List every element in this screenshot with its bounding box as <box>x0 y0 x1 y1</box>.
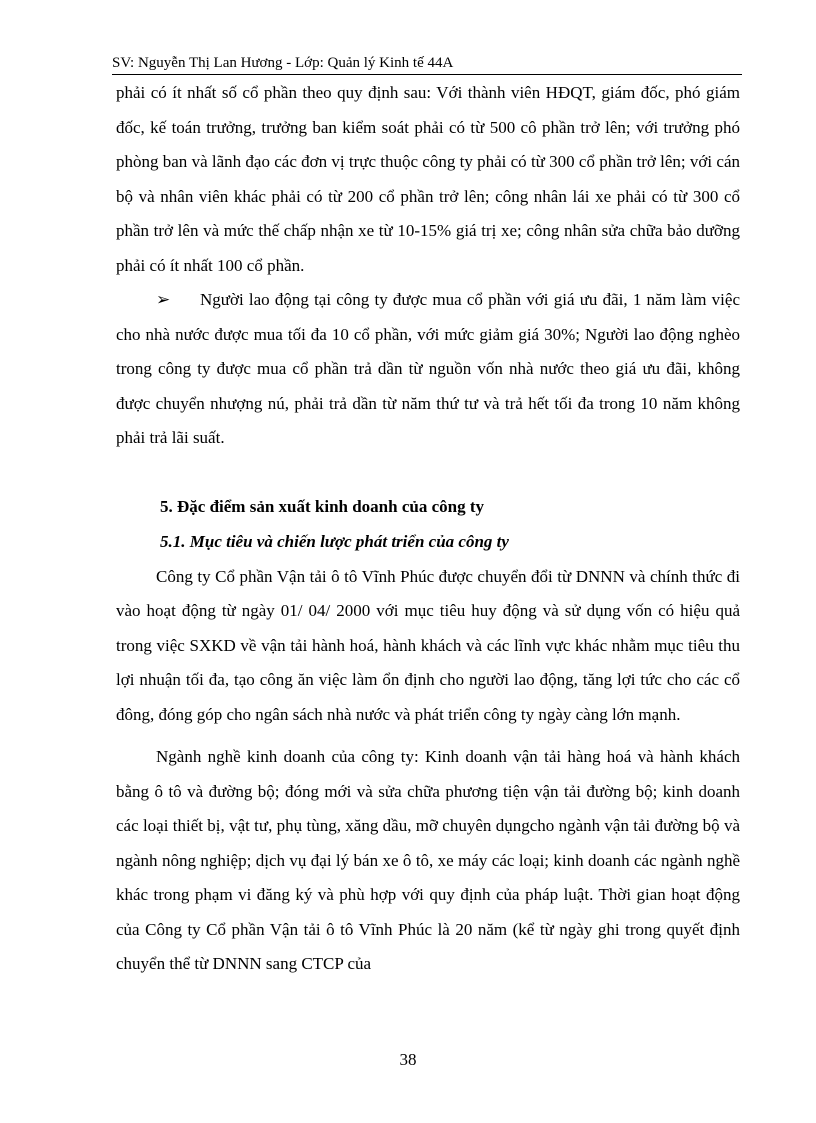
paragraph-spacer <box>116 732 740 740</box>
bullet-paragraph-employee-shares <box>116 283 740 456</box>
paragraph-business-lines: Ngành nghề kinh doanh của công ty: Kinh doanh vận tải hàng hoá và hành khách bằng ô tô và đường bộ; đóng mới và sửa chữa phương tiện vận tải đường bộ; kinh doanh các loại thiết bị, vật tư, phụ tùng, xăng dầu, mỡ chuyên dụngcho ngành vận tải đường bộ và ngành nông nghiệp; dịch vụ đại lý bán xe ô tô, xe máy các loại; kinh doanh các ngành nghề khác trong phạm vi đăng ký và phù hợp với quy định của pháp luật. Thời gian hoạt động của Công ty Cổ phần Vận tải ô tô Vĩnh Phúc là 20 năm (kể từ ngày ghi trong quyết định chuyển thể từ DNNN sang CTCP của <box>116 747 740 973</box>
bullet-paragraph-text: Người lao động tại công ty được mua cổ phần với giá ưu đãi, 1 năm làm việc cho nhà nước được mua tối đa 10 cổ phần, với mức giảm giá 30%; Người lao động nghèo trong công ty được mua cổ phần trả dần từ nguồn vốn nhà nước theo giá ưu đãi, không được chuyển nhượng nú, phải trả dần từ năm thứ tư và trả hết tối đa trong 10 năm không phải trả lãi suất. <box>116 290 740 447</box>
subsection-heading-5-1: 5.1. Mục tiêu và chiến lược phát triển của công ty <box>160 531 509 551</box>
section-spacer <box>116 456 740 490</box>
section-heading-5: 5. Đặc điểm sản xuất kinh doanh của công ty <box>160 496 485 516</box>
document-body <box>116 76 740 982</box>
header-text: SV: Nguyễn Thị Lan Hương - Lớp: Quản lý Kinh tế 44A <box>112 55 454 71</box>
page-header <box>112 54 742 75</box>
paragraph-company-goals: Công ty Cổ phần Vận tải ô tô Vĩnh Phúc được chuyển đổi từ DNNN và chính thức đi vào hoạt động từ ngày 01/ 04/ 2000 với mục tiêu huy động và sử dụng vốn có hiệu quả trong việc SXKD về vận tải hành hoá, hành khách và các lĩnh vực khác nhằm mục tiêu thu lợi nhuận tối đa, tạo công ăn việc làm ổn định cho người lao động, tăng lợi tức cho các cổ đông, đóng góp cho ngân sách nhà nước và phát triển công ty ngày càng lớn mạnh. <box>116 566 740 724</box>
page-number: 38 <box>399 1050 417 1069</box>
paragraph-shareholding-requirements: phải có ít nhất số cổ phần theo quy định sau: Với thành viên HĐQT, giám đốc, phó giám đốc, kế toán trưởng, trưởng ban kiểm soát phải có từ 500 cô phần trở lên; với trưởng phó phòng ban và lãnh đạo các đơn vị trực thuộc công ty phải có từ 300 cổ phần trở lên; với cán bộ và nhân viên khác phải có từ 200 cổ phần trở lên; công nhân lái xe phải có từ 300 cổ phần trở lên và mức thế chấp nhận xe từ 10-15% giá trị xe; công nhân sửa chữa bảo dưỡng phải có ít nhất 100 cổ phần. <box>116 83 740 275</box>
arrow-bullet-icon: ➢ <box>156 290 171 309</box>
